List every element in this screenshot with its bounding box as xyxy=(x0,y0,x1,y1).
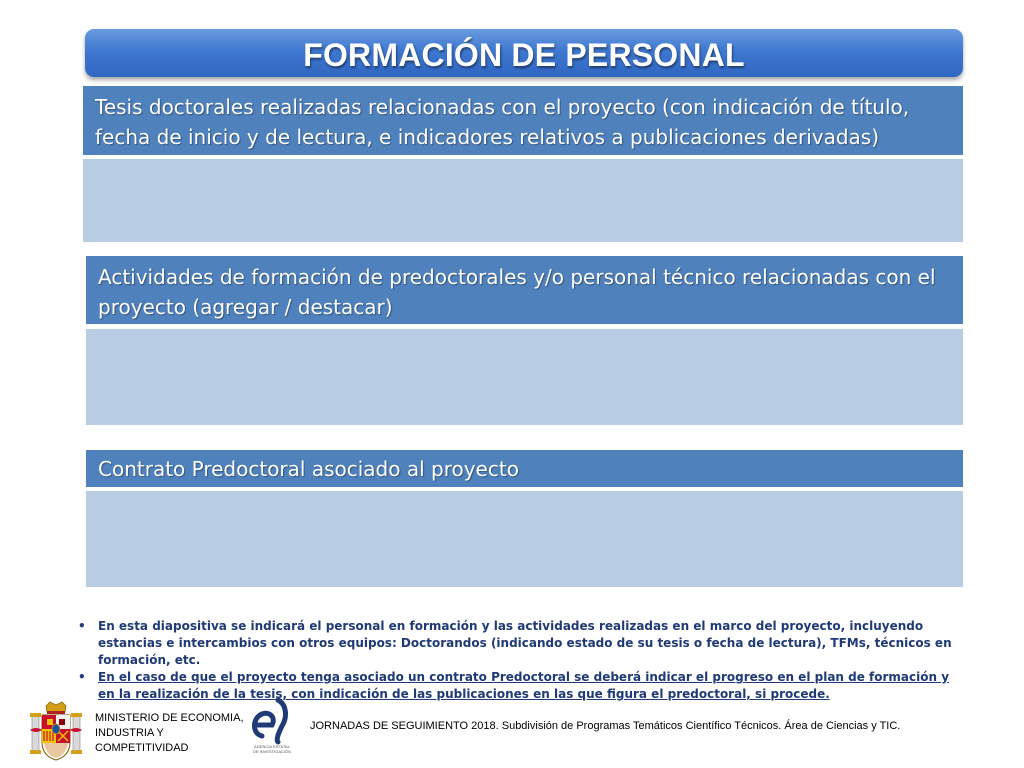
ministry-line: COMPETITIVIDAD xyxy=(95,742,189,754)
bullet-icon: • xyxy=(78,670,86,684)
section-training-activities-header: Actividades de formación de predoctorales y/o personal técnico relacionadas con el proyecto (agregar / destacar) xyxy=(86,256,963,324)
note-text: En esta diapositiva se indicará el personal en formación y las actividades realizadas en el marco del proyecto, incluyendo estancias e intercambios con otros equipos: Doctorandos (indicando estado de su tesis o fecha de lectura), TFMs, técnicos en formación, etc. xyxy=(98,619,952,667)
section-predoctoral-contract-body[interactable] xyxy=(86,491,963,587)
spain-coat-of-arms-icon xyxy=(28,700,84,762)
section-training-activities xyxy=(86,256,963,425)
ministry-name xyxy=(95,711,255,756)
footer-event-text: JORNADAS DE SEGUIMIENTO 2018. Subdivisión de Programas Temáticos Científico Técnicos. Área de Ciencias y TIC. xyxy=(310,720,901,732)
agency-logo-text: AGENCIA ESTATAL DE INVESTIGACIÓN xyxy=(252,744,291,754)
note-item xyxy=(76,618,968,669)
page-title: FORMACIÓN DE PERSONAL xyxy=(303,36,745,73)
section-predoctoral-contract-header: Contrato Predoctoral asociado al proyecto xyxy=(86,450,963,487)
title-banner xyxy=(85,29,963,77)
section-thesis xyxy=(83,86,963,242)
note-item xyxy=(76,669,968,703)
notes-list xyxy=(76,618,968,703)
section-thesis-header: Tesis doctorales realizadas relacionadas con el proyecto (con indicación de título, fecha de inicio y de lectura, e indicadores relativos a publicaciones derivadas) xyxy=(83,86,963,155)
section-training-activities-body[interactable] xyxy=(86,329,963,425)
note-text: En el caso de que el proyecto tenga asociado un contrato Predoctoral se deberá indicar el progreso en el plan de formación y en la realización de la tesis, con indicación de las publicaciones en las que figura el predoctoral, si procede. xyxy=(98,670,950,701)
section-predoctoral-contract xyxy=(86,450,963,587)
ministry-line: MINISTERIO DE ECONOMIA, xyxy=(95,712,244,724)
ministry-line: INDUSTRIA Y xyxy=(95,727,164,739)
aei-agency-logo-icon xyxy=(248,698,292,764)
bullet-icon: • xyxy=(78,619,86,633)
section-thesis-body[interactable] xyxy=(83,159,963,242)
